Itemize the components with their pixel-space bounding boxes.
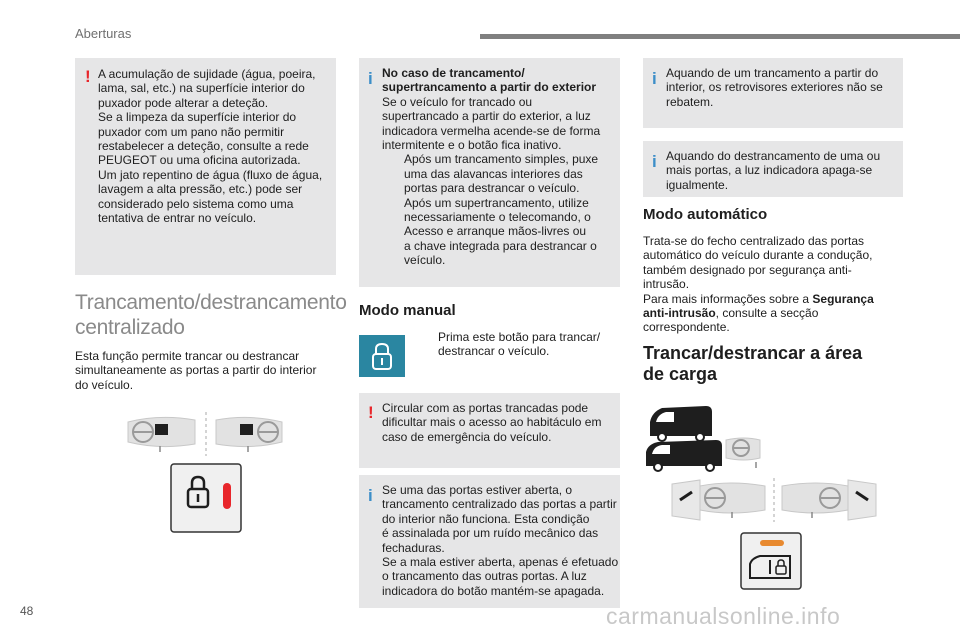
- cargo-lock-button-illustration: [740, 532, 802, 590]
- open-doors-illustration: [670, 476, 880, 526]
- section-title-manual-mode: Modo manual: [359, 302, 456, 319]
- intro-text: Esta função permite trancar ou destrancar simultaneamente as portas a partir do interior do veículo.: [75, 349, 317, 392]
- right-door-handle: [782, 480, 876, 520]
- chapter-title: Aberturas: [75, 26, 132, 41]
- left-door-handle: [672, 480, 765, 520]
- bullet-simple-locking: Após um trancamento simples, puxe uma das alavancas interiores das portas para destrancar o veículo.: [404, 152, 599, 196]
- manual-mode-bullet: Prima este botão para trancar/ destrancar o veículo.: [438, 330, 601, 359]
- door-handles-illustration: [120, 410, 290, 460]
- warning-text-dirt: A acumulação de sujidade (água, poeira, lama, sal, etc.) na superfície interior do puxador pode alterar a deteção. Se a limpeza da superfície interior do puxador com um pano não permitir restabelecer a deteção, consulte a rede PEUGEOT ou uma oficina autorizada. Um jato repentino de água (fluxo de água, lavagem a alta pressão, etc.) pode ser considerado pelo sistema como uma tentativa de entrar no veículo.: [98, 67, 323, 226]
- page-number: 48: [20, 604, 34, 618]
- section-title-central-locking: Trancamento/destrancamento centralizado: [75, 291, 347, 339]
- warning-icon: !: [85, 67, 91, 86]
- bullet-deadlocking: Após um supertrancamento, utilize necessariamente o telecomando, o Acesso e arranque mãos-livres ou a chave integrada para destrancar o veículo.: [404, 195, 597, 268]
- info-text-indicator: Aquando do destrancamento de uma ou mais portas, a luz indicadora apaga-se igualmente.: [666, 149, 881, 192]
- indicator-led: [760, 540, 784, 546]
- warning-text-emergency: Circular com as portas trancadas pode dificultar mais o acesso ao habitáculo em caso de emergência do veículo.: [382, 401, 602, 444]
- info-text-door-open: Se uma das portas estiver aberta, o trancamento centralizado das portas a partir do interior não funciona. Esta condição é assinalada por um ruído mecânico das fechaduras. Se a mala estiver aberta, apenas é efetuado o trancamento das outras portas. A luz indicadora do botão mantém-se apagada.: [382, 483, 619, 598]
- central-lock-switch-illustration: [170, 463, 242, 533]
- automatic-mode-text: Trata-se do fecho centralizado das portas automático do veículo durante a condução, também designado por segurança anti- intrusão. Para mais informações sobre a Segurança anti-intrusão, consulte a secção correspondente.: [643, 234, 874, 335]
- info-icon: i: [368, 486, 373, 505]
- info-icon: i: [652, 152, 657, 171]
- info-text-external-locking: No caso de trancamento/ supertrancamento a partir do exterior Se o veículo for trancado ou supertrancado a partir do exterior, a luz indicadora vermelha acende-se de forma intermitente e o botão fica inativo. Após um trancamento simples, puxe uma das alavancas interiores das portas para destrancar o veículo. Após um supertrancamento, utilize necessariamente o telecomando, o Acesso e arranque mãos-livres ou a chave integrada para destrancar o veículo.: [382, 66, 601, 268]
- link-seguranca: Segurança: [812, 291, 874, 306]
- info-icon: i: [652, 69, 657, 88]
- section-title-automatic-mode: Modo automático: [643, 206, 768, 223]
- indicator-led: [223, 483, 231, 509]
- info-icon: i: [368, 69, 373, 88]
- left-handle: [128, 417, 195, 452]
- right-handle: [216, 417, 282, 452]
- lock-button-icon: [359, 335, 405, 377]
- warning-icon: !: [368, 403, 374, 422]
- door-handle-small: [726, 438, 760, 468]
- section-title-cargo-area: Trancar/destrancar a área de carga: [643, 343, 863, 384]
- header-bar: [480, 34, 960, 39]
- info-text-mirrors: Aquando de um trancamento a partir do interior, os retrovisores exteriores não se rebatem.: [666, 66, 883, 109]
- vans-illustration: [644, 400, 764, 472]
- van-short-icon: [650, 406, 712, 441]
- watermark: carmanualsonline.info: [606, 603, 841, 629]
- van-long-icon: [646, 440, 722, 471]
